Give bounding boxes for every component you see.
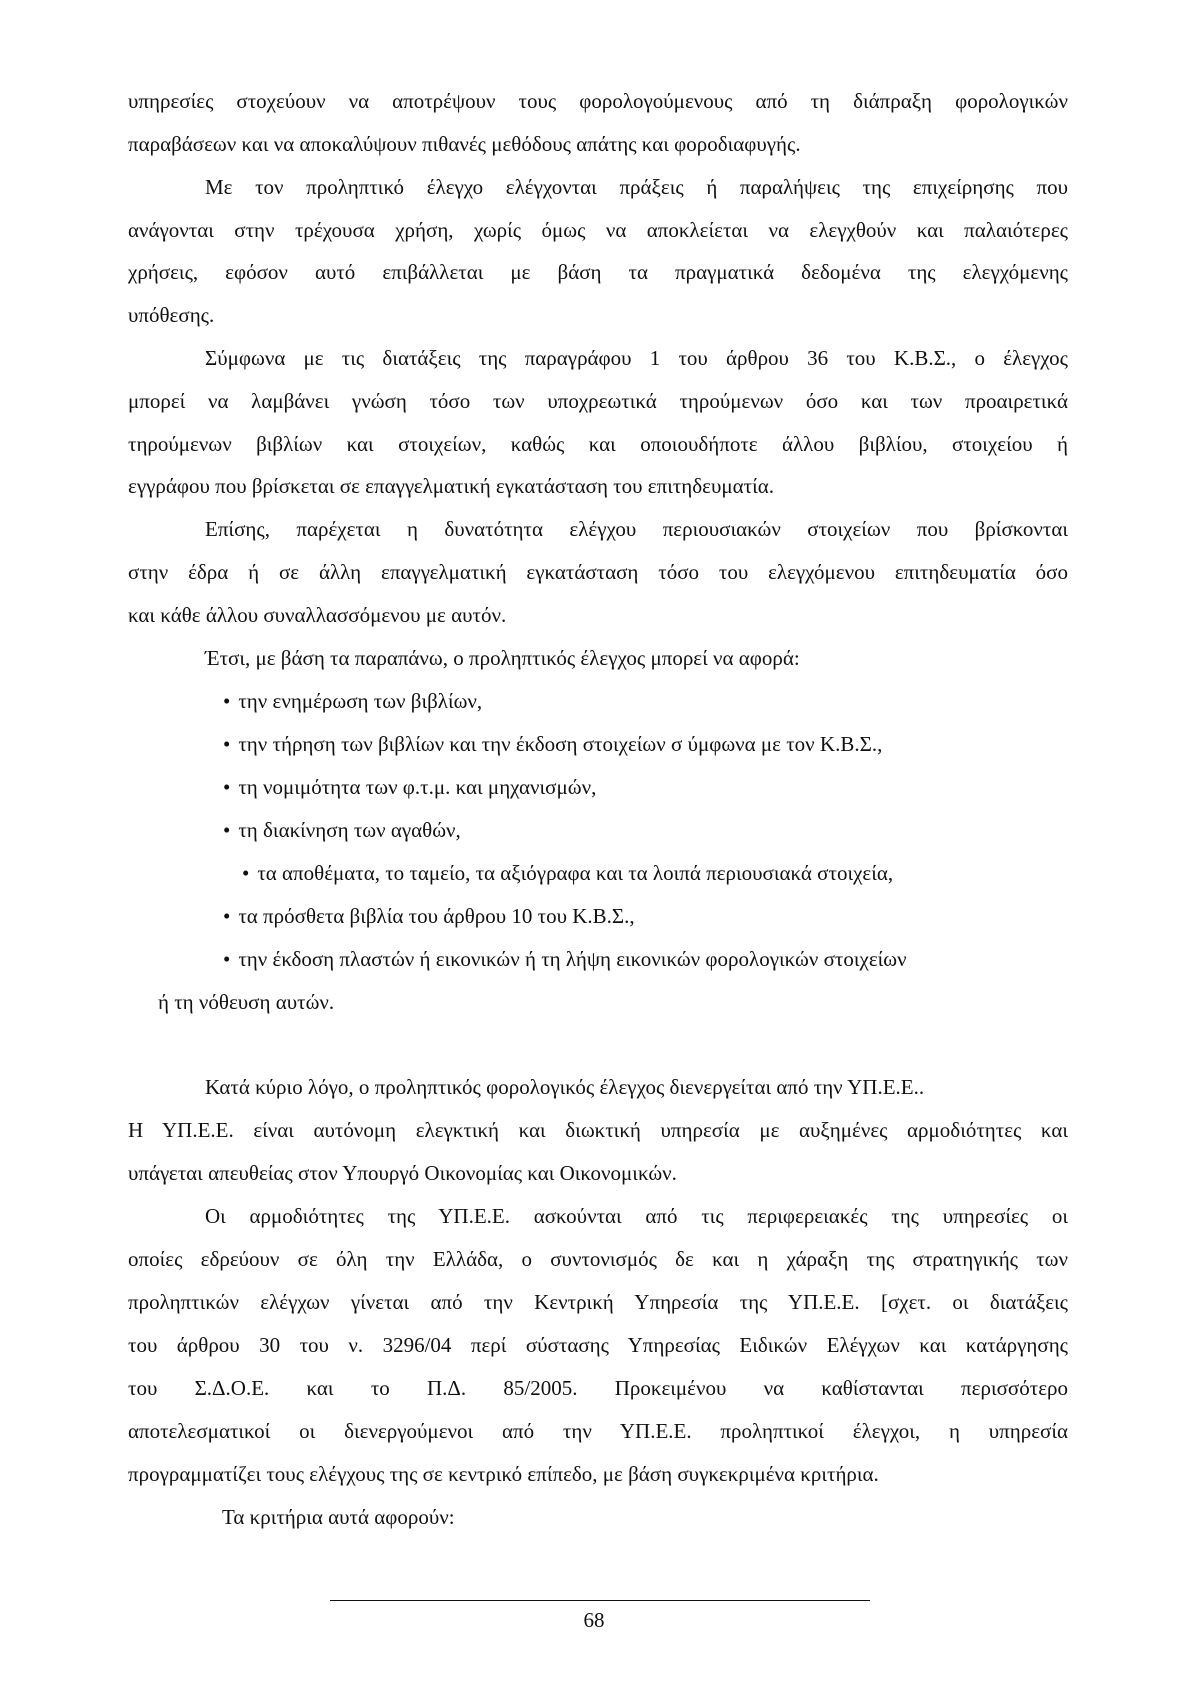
paragraph6-line-7: προγραμματίζει τους ελέγχους της σε κεντρικό επίπεδο, με βάση συγκεκριμένα κριτήρια.: [128, 1462, 879, 1486]
bullet-icon: •: [223, 947, 231, 971]
paragraph2-line-4: υπόθεσης.: [128, 303, 215, 327]
bullet-text: την έκδοση πλαστών ή εικονικών ή τη λήψη εικονικών φορολογικών στοιχείων: [238, 947, 907, 971]
paragraph3-line-3: τηρούμενων βιβλίων και στοιχείων, καθώς και οποιουδήποτε άλλου βιβλίου, στοιχείου ή: [128, 432, 1068, 456]
bullet-text: τα πρόσθετα βιβλία του άρθρου 10 του Κ.Β.Σ.,: [238, 904, 635, 928]
bullet-text: την ενημέρωση των βιβλίων,: [238, 689, 483, 713]
paragraph3-line-4: εγγράφου που βρίσκεται σε επαγγελματική εγκατάσταση του επιτηδευματία.: [128, 474, 774, 498]
list-intro: Έτσι, με βάση τα παραπάνω, ο προληπτικός έλεγχος μπορεί να αφορά:: [205, 646, 800, 670]
bullet-text: τα αποθέματα, το ταμείο, τα αξιόγραφα και τα λοιπά περιουσιακά στοιχεία,: [257, 861, 894, 885]
paragraph1-line-2: παραβάσεων και να αποκαλύψουν πιθανές μεθόδους απάτης και φοροδιαφυγής.: [128, 132, 801, 156]
paragraph4-line-3: και κάθε άλλου συναλλασσόμενου με αυτόν.: [128, 603, 507, 627]
page-number: 68: [583, 1608, 605, 1632]
bullet-continuation: ή τη νόθευση αυτών.: [158, 990, 335, 1014]
paragraph2-line-2: ανάγονται στην τρέχουσα χρήση, χωρίς όμως να αποκλείεται να ελεγχθούν και παλαιότερες: [128, 218, 1068, 242]
bullet-item: [223, 774, 596, 800]
bullet-item: [223, 731, 882, 757]
bullet-item: [223, 817, 461, 843]
bullet-item: [223, 903, 635, 929]
bullet-text: τη νομιμότητα των φ.τ.μ. και μηχανισμών,: [238, 775, 597, 799]
paragraph5-line-3: υπάγεται απευθείας στον Υπουργό Οικονομίας και Οικονομικών.: [128, 1161, 677, 1185]
paragraph6-line-5: του Σ.Δ.Ο.Ε. και το Π.Δ. 85/2005. Προκειμένου να καθίστανται περισσότερο: [128, 1376, 1068, 1400]
paragraph6-line-3: προληπτικών ελέγχων γίνεται από την Κεντρική Υπηρεσία της ΥΠ.Ε.Ε. [σχετ. οι διατάξεις: [128, 1290, 1068, 1314]
paragraph3-line-2: μπορεί να λαμβάνει γνώση τόσο των υποχρεωτικά τηρούμενων όσο και των προαιρετικά: [128, 389, 1068, 413]
bullet-icon: •: [223, 732, 231, 756]
bullet-icon: •: [223, 818, 231, 842]
bullet-icon: •: [242, 861, 250, 885]
paragraph4-line-2: στην έδρα ή σε άλλη επαγγελματική εγκατάσταση τόσο του ελεγχόμενου επιτηδευματία όσο: [128, 560, 1068, 584]
bullet-item: [223, 688, 482, 714]
bullet-item: [242, 860, 893, 886]
paragraph6-line-2: οποίες εδρεύουν σε όλη την Ελλάδα, ο συντονισμός δε και η χάραξη της στρατηγικής των: [128, 1247, 1068, 1271]
paragraph7-line-1: Τα κριτήρια αυτά αφορούν:: [222, 1505, 455, 1529]
paragraph6-line-1: Οι αρμοδιότητες της ΥΠ.Ε.Ε. ασκούνται από τις περιφερειακές της υπηρεσίες οι: [205, 1204, 1068, 1228]
bullet-text: τη διακίνηση των αγαθών,: [238, 818, 461, 842]
bullet-icon: •: [223, 775, 231, 799]
footer-rule: [330, 1600, 870, 1601]
paragraph1-line-1: υπηρεσίες στοχεύουν να αποτρέψουν τους φορολογούμενους από τη διάπραξη φορολογικών: [128, 89, 1068, 113]
paragraph4-line-1: Επίσης, παρέχεται η δυνατότητα ελέγχου περιουσιακών στοιχείων που βρίσκονται: [205, 517, 1068, 541]
bullet-icon: •: [223, 689, 231, 713]
paragraph6-line-4: του άρθρου 30 του ν. 3296/04 περί σύστασης Υπηρεσίας Ειδικών Ελέγχων και κατάργησης: [128, 1333, 1068, 1357]
paragraph2-line-3: χρήσεις, εφόσον αυτό επιβάλλεται με βάση τα πραγματικά δεδομένα της ελεγχόμενης: [128, 260, 1068, 284]
bullet-text: την τήρηση των βιβλίων και την έκδοση στοιχείων σ ύμφωνα με τον Κ.Β.Σ.,: [238, 732, 883, 756]
paragraph3-line-1: Σύμφωνα με τις διατάξεις της παραγράφου 1 του άρθρου 36 του Κ.Β.Σ., ο έλεγχος: [205, 346, 1068, 370]
paragraph2-line-1: Με τον προληπτικό έλεγχο ελέγχονται πράξεις ή παραλήψεις της επιχείρησης που: [205, 175, 1068, 199]
paragraph5-line-2: Η ΥΠ.Ε.Ε. είναι αυτόνομη ελεγκτική και διωκτική υπηρεσία με αυξημένες αρμοδιότητες και: [128, 1118, 1068, 1142]
paragraph5-line-1: Κατά κύριο λόγο, ο προληπτικός φορολογικός έλεγχος διενεργείται από την ΥΠ.Ε.Ε..: [205, 1075, 925, 1099]
bullet-icon: •: [223, 904, 231, 928]
paragraph6-line-6: αποτελεσματικοί οι διενεργούμενοι από την ΥΠ.Ε.Ε. προληπτικοί έλεγχοι, η υπηρεσία: [128, 1419, 1068, 1443]
bullet-item: [223, 946, 907, 972]
